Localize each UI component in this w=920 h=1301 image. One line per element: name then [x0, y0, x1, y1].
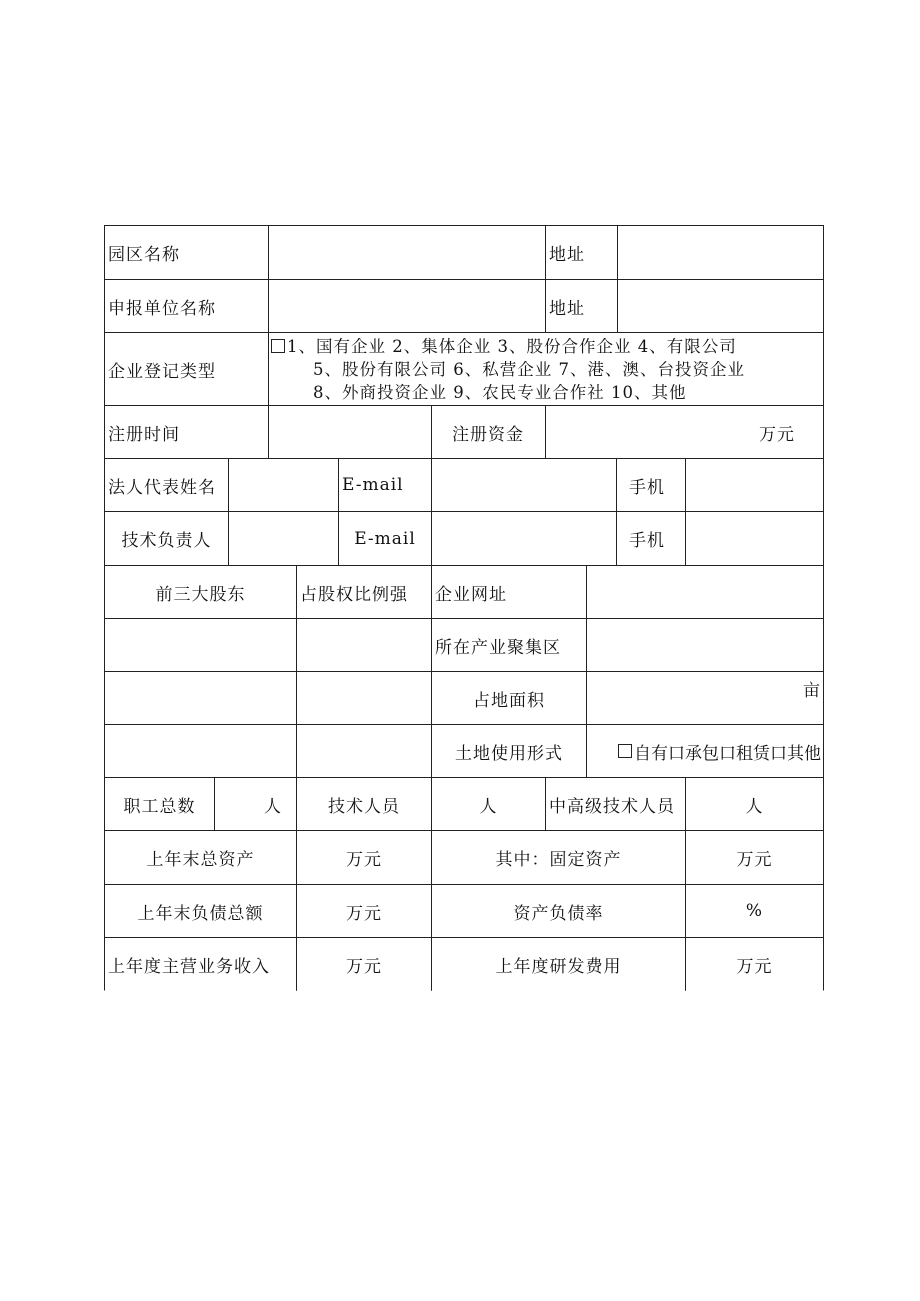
share-ratio-field-2[interactable]: [296, 671, 432, 725]
checkbox-icon[interactable]: [271, 339, 285, 353]
cluster-field[interactable]: [586, 618, 824, 672]
land-area-label: 占地面积: [431, 671, 587, 725]
website-field[interactable]: [586, 565, 824, 619]
address-label-2: 地址: [545, 279, 618, 333]
address-label-1: 地址: [545, 225, 618, 280]
land-use-options[interactable]: 自有口承包口租赁口其他: [586, 724, 824, 778]
staff-total-field[interactable]: 人: [214, 777, 297, 831]
senior-tech-field[interactable]: 人: [685, 777, 824, 831]
total-assets-label: 上年末总资产: [104, 830, 297, 885]
mobile-label-2: 手机: [616, 511, 686, 566]
share-ratio-field-1[interactable]: [296, 618, 432, 672]
fixed-assets-field[interactable]: 万元: [685, 830, 824, 885]
total-assets-field[interactable]: 万元: [296, 830, 432, 885]
shareholder-field-3[interactable]: [104, 724, 297, 778]
shareholder-field-1[interactable]: [104, 618, 297, 672]
total-liabilities-field[interactable]: 万元: [296, 884, 432, 938]
tech-lead-field[interactable]: [228, 511, 339, 566]
tech-staff-field[interactable]: 人: [431, 777, 546, 831]
staff-total-label: 职工总数: [104, 777, 215, 831]
legal-rep-field[interactable]: [228, 458, 339, 512]
registration-time-field[interactable]: [268, 405, 432, 459]
fixed-assets-label: 其中：固定资产: [431, 830, 686, 885]
applicant-name-field[interactable]: [268, 279, 546, 333]
registration-type-label: 企业登记类型: [104, 332, 269, 406]
mobile-field-1[interactable]: [685, 458, 824, 512]
tech-staff-label: 技术人员: [296, 777, 432, 831]
applicant-name-label: 申报单位名称: [104, 279, 269, 333]
land-use-label: 土地使用形式: [431, 724, 587, 778]
email-label-1: E-mail: [338, 458, 432, 512]
registered-capital-field[interactable]: 万元: [545, 405, 824, 459]
tech-lead-label: 技术负责人: [104, 511, 229, 566]
debt-ratio-field[interactable]: %: [685, 884, 824, 938]
website-label: 企业网址: [431, 565, 587, 619]
cluster-label: 所在产业聚集区: [431, 618, 587, 672]
registration-time-label: 注册时间: [104, 405, 269, 459]
rnd-field[interactable]: 万元: [685, 937, 824, 991]
land-area-field[interactable]: 亩: [586, 671, 824, 725]
email-field-1[interactable]: [431, 458, 617, 512]
rnd-label: 上年度研发费用: [431, 937, 686, 991]
share-ratio-field-3[interactable]: [296, 724, 432, 778]
senior-tech-label: 中高级技术人员: [545, 777, 686, 831]
park-name-label: 园区名称: [104, 225, 269, 280]
share-ratio-label: 占股权比例强: [296, 565, 432, 619]
email-field-2[interactable]: [431, 511, 617, 566]
registered-capital-label: 注册资金: [431, 405, 546, 459]
registration-type-options[interactable]: 1、国有企业 2、集体企业 3、股份合作企业 4、有限公司 5、股份有限公司 6、私营企业 7、港、澳、台投资企业 8、外商投资企业 9、农民专业合作社 10、其他: [268, 332, 824, 406]
address-field-1[interactable]: [617, 225, 824, 280]
email-label-2: E-mail: [338, 511, 432, 566]
debt-ratio-label: 资产负债率: [431, 884, 686, 938]
total-liabilities-label: 上年末负债总额: [104, 884, 297, 938]
revenue-field[interactable]: 万元: [296, 937, 432, 991]
legal-rep-label: 法人代表姓名: [104, 458, 229, 512]
revenue-label: 上年度主营业务收入: [104, 937, 297, 991]
mobile-label-1: 手机: [616, 458, 686, 512]
top-shareholders-label: 前三大股东: [104, 565, 297, 619]
park-name-field[interactable]: [268, 225, 546, 280]
address-field-2[interactable]: [617, 279, 824, 333]
checkbox-icon[interactable]: [618, 744, 632, 758]
mobile-field-2[interactable]: [685, 511, 824, 566]
shareholder-field-2[interactable]: [104, 671, 297, 725]
